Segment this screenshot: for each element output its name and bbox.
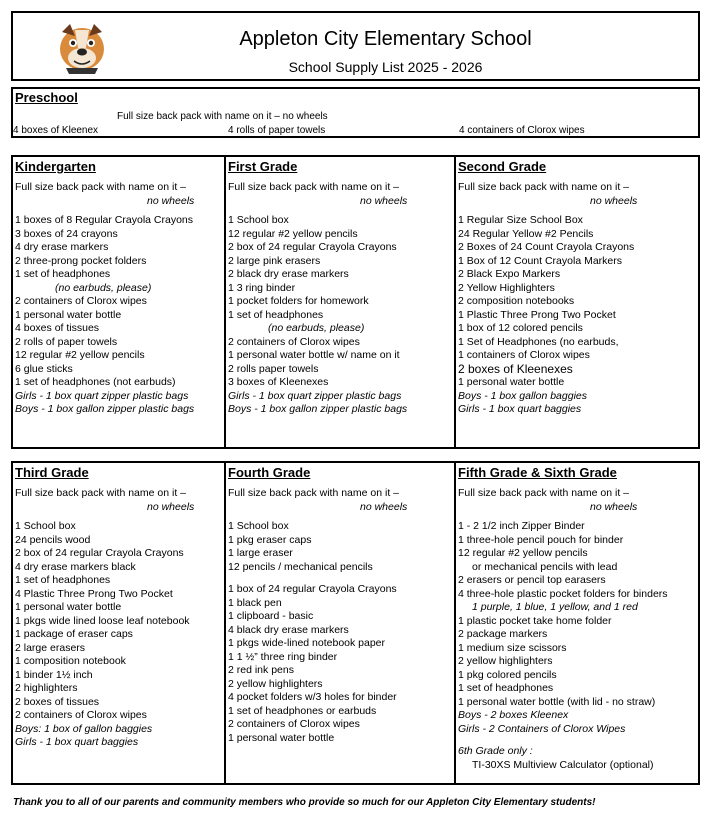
supply-item: 2 containers of Clorox wipes [15,709,147,721]
supply-item: 1 Plastic Three Prong Two Pocket [458,308,616,321]
supply-item: Girls - 1 box quart zipper plastic bags [228,389,402,402]
supply-item: 1 set of headphones [15,268,111,280]
supply-item: Boys - 2 boxes Kleenex [458,709,569,721]
supply-item: 1 pkgs wide lined loose leaf notebook [15,614,190,627]
supply-item: 1 set of headphones [228,308,324,321]
supply-item: 4 dry erase markers [15,241,109,253]
supply-item: 2 large pink erasers [228,254,321,267]
supply-item: 12 regular #2 yellow pencils [228,227,358,240]
supply-item: 12 regular #2 yellow pencils [15,349,145,361]
supply-item: 1 large eraser [228,547,293,559]
fourth-grade-column [226,463,456,783]
grade-title: Second Grade [458,159,547,174]
supply-item: 2 box of 24 regular Crayola Crayons [228,241,397,253]
supply-item: no wheels [147,500,195,513]
supply-item: 2 large erasers [15,641,86,654]
supply-item: 2 containers of Clorox wipes [228,718,360,730]
supply-item: 1 set of headphones (not earbuds) [15,376,176,388]
supply-item: Boys - 1 box gallon zipper plastic bags [228,403,408,415]
supply-item: 12 pencils / mechanical pencils [228,560,373,573]
supply-item: 2 red ink pens [228,664,294,676]
supply-item: 2 boxes of Kleenexes [458,361,573,376]
supply-item: 1 School box [228,214,289,226]
supply-item: 1 pkg colored pencils [458,668,557,681]
supply-item: 1 medium size scissors [458,641,567,654]
header-box [11,11,700,81]
supply-item: 2 containers of Clorox wipes [228,335,360,348]
first-grade-column [226,157,456,447]
second-grade-column [456,157,700,447]
supply-item: Girls - 1 box quart zipper plastic bags [15,389,189,402]
supply-item: Full size back pack with name on it – [15,181,186,193]
supply-item: 2 package markers [458,628,548,640]
supply-item: 3 boxes of Kleenexes [228,376,329,388]
supply-item: Boys - 1 box gallon baggies [458,389,587,402]
supply-item: 1 purple, 1 blue, 1 yellow, and 1 red [472,601,638,613]
supply-item: 1 black pen [228,596,282,609]
kindergarten-column [13,157,226,447]
supply-item: 1 set of headphones or earbuds [228,704,377,717]
supply-item: 4 boxes of tissues [15,322,100,334]
supply-item: 1 School box [228,520,289,532]
third-grade-column [13,463,226,783]
list-subtitle: School Supply List 2025 - 2026 [288,59,483,75]
supply-item: 2 Yellow Highlighters [458,281,555,294]
supply-item: 2 rolls paper towels [228,362,319,375]
grade-row-2 [11,461,700,785]
supply-item: 1 package of eraser caps [15,628,133,640]
supply-item: 4 dry erase markers black [15,560,136,573]
fifth-sixth-grade-column [456,463,700,783]
supply-item: 1 boxes of 8 Regular Crayola Crayons [15,214,194,226]
supply-item: no wheels [147,194,195,207]
supply-item: 2 rolls of paper towels [15,335,118,348]
grade-title: Fifth Grade & Sixth Grade [458,465,617,480]
supply-item: 12 regular #2 yellow pencils [458,547,588,559]
supply-item: 1 pocket folders for homework [228,295,369,307]
supply-item: Boys: 1 box of gallon baggies [15,722,153,735]
supply-item: 1 pkgs wide-lined notebook paper [228,637,386,649]
supply-item: Girls - 2 Containers of Clorox Wipes [458,722,626,735]
supply-item: 1 clipboard - basic [228,610,314,622]
supply-item: 1 three-hole pencil pouch for binder [458,533,624,546]
supply-item: or mechanical pencils with lead [472,560,618,573]
supply-item: 1 personal water bottle [458,376,565,388]
preschool-box [11,87,700,138]
supply-item: Girls - 1 box quart baggies [458,403,582,415]
supply-item: 1 personal water bottle (with lid - no straw) [458,695,656,708]
supply-item: TI-30XS Multiview Calculator (optional) [472,758,654,771]
supply-item: 2 three-prong pocket folders [15,254,147,267]
supply-item: 3 boxes of 24 crayons [15,227,118,240]
supply-item: 24 Regular Yellow #2 Pencils [458,227,594,240]
supply-item: 1 personal water bottle [15,601,122,613]
supply-item: 2 highlighters [15,682,78,694]
supply-item: 1 Box of 12 Count Crayola Markers [458,254,622,267]
supply-item: 1 box of 12 colored pencils [458,322,583,334]
grade-title: Third Grade [15,465,89,480]
school-name: Appleton City Elementary School [239,28,532,50]
supply-item: 4 pocket folders w/3 holes for binder [228,691,397,703]
supply-item: 4 three-hole plastic pocket folders for binders [458,587,668,600]
supply-item: no wheels [360,194,408,207]
supply-item: (no earbuds, please) [55,281,152,294]
grade-row-1 [11,155,700,449]
supply-item: no wheels [590,194,638,207]
supply-item: 2 erasers or pencil top earasers [458,574,606,586]
supply-item: 4 black dry erase markers [228,623,349,636]
supply-item: no wheels [360,500,408,513]
supply-item: 1 personal water bottle [228,731,335,744]
supply-item: 1 containers of Clorox wipes [458,349,590,361]
supply-item: 2 Boxes of 24 Count Crayola Crayons [458,241,635,253]
supply-item: (no earbuds, please) [268,322,365,334]
thank-you-footer: Thank you to all of our parents and community members who provide so much for our Appleton City Elementary students! [13,797,596,808]
supply-item: 2 black dry erase markers [228,268,349,280]
preschool-item: 4 boxes of Kleenex [13,125,99,136]
supply-item: Full size back pack with name on it – [228,487,399,499]
supply-item: 2 yellow highlighters [228,677,323,690]
supply-item: 24 pencils wood [15,533,91,546]
supply-item: 1 composition notebook [15,655,126,667]
supply-item: 1 1 ½” three ring binder [228,650,338,663]
supply-item: 1 pkg eraser caps [228,533,312,546]
supply-item: 1 3 ring binder [228,281,296,294]
supply-item: 1 set of headphones [15,574,111,586]
supply-item: 1 Regular Size School Box [458,214,583,226]
supply-item: 1 box of 24 regular Crayola Crayons [228,583,397,595]
supply-item: Girls - 1 box quart baggies [15,736,139,748]
supply-item: 2 composition notebooks [458,295,575,307]
supply-item: 1 plastic pocket take home folder [458,614,612,627]
supply-item: no wheels [590,500,638,513]
supply-item: Full size back pack with name on it – [228,181,399,193]
grade-title: Fourth Grade [228,465,311,480]
supply-item: 2 containers of Clorox wipes [15,295,147,307]
supply-item: 2 box of 24 regular Crayola Crayons [15,547,184,559]
supply-item: 1 Set of Headphones (no earbuds, [458,335,619,348]
supply-item: Full size back pack with name on it – [458,181,629,193]
supply-item: 6th Grade only : [458,745,533,757]
supply-item: 1 personal water bottle [15,308,122,321]
preschool-title: Preschool [15,90,78,105]
preschool-item: 4 containers of Clorox wipes [459,125,585,136]
supply-item: Full size back pack with name on it – [15,487,186,499]
grade-title: First Grade [228,159,298,174]
supply-item: 6 glue sticks [15,362,73,375]
supply-item: 1 set of headphones [458,682,554,694]
supply-item: 4 Plastic Three Prong Two Pocket [15,587,173,600]
supply-item: 1 - 2 1/2 inch Zipper Binder [458,520,585,532]
grade-title: Kindergarten [15,159,96,174]
supply-item: Full size back pack with name on it – [458,487,629,499]
supply-item: Boys - 1 box gallon zipper plastic bags [15,403,195,415]
supply-item: 1 personal water bottle w/ name on it [228,349,400,361]
preschool-note: Full size back pack with name on it – no wheels [117,111,328,122]
preschool-item: 4 rolls of paper towels [228,125,326,136]
supply-item: 2 boxes of tissues [15,695,100,708]
supply-item: 2 yellow highlighters [458,655,553,667]
supply-item: 2 Black Expo Markers [458,268,561,280]
supply-item: 1 School box [15,520,76,532]
supply-item: 1 binder 1½ inch [15,668,93,681]
